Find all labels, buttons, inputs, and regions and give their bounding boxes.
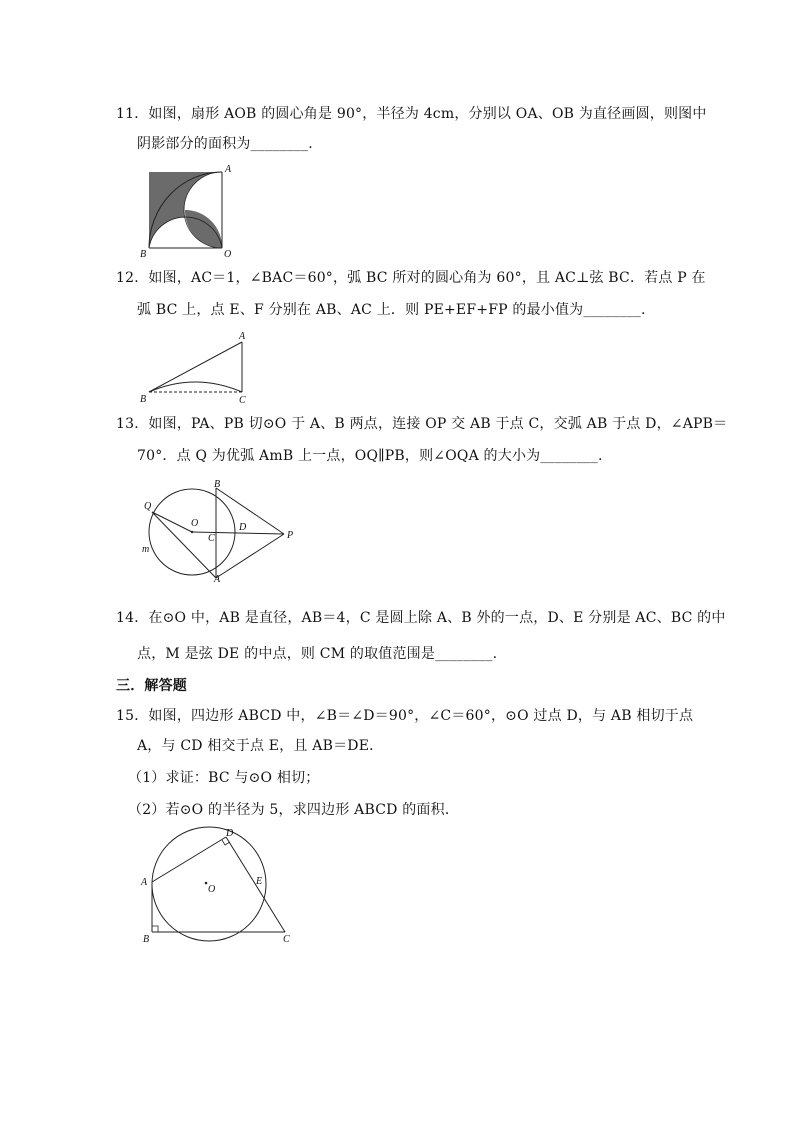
label-C: C	[208, 533, 215, 544]
label-m: m	[142, 544, 150, 555]
label-B: B	[143, 934, 150, 945]
label-Q: Q	[144, 501, 152, 512]
q15-text-line1: 15．如图，四边形 ABCD 中，∠B＝∠D＝90°，∠C＝60°，⊙O 过点 D，与 AB 相切于点	[116, 708, 694, 724]
q11-text-line2: 阴影部分的面积为________.	[137, 136, 313, 152]
section-heading: 三．解答题	[116, 678, 187, 694]
label-D: D	[226, 828, 234, 839]
q11-sector-figure	[130, 160, 240, 260]
label-O: O	[224, 249, 232, 260]
label-C: C	[283, 934, 290, 945]
label-D: D	[239, 522, 247, 533]
q12-text-line2: 弧 BC 上，点 E、F 分别在 AB、AC 上．则 PE+EF+FP 的最小值为________.	[137, 302, 646, 318]
q13-circle-figure	[138, 478, 303, 586]
q15-text-line2: A，与 CD 相交于点 E，且 AB＝DE．	[137, 738, 384, 754]
q15-part1: （1）求证：BC 与⊙O 相切；	[128, 770, 320, 786]
label-A: A	[141, 877, 148, 888]
label-C: C	[239, 395, 246, 406]
label-B: B	[140, 394, 147, 405]
q13-text-line2: 70°．点 Q 为优弧 AmB 上一点，OQ∥PB，则∠OQA 的大小为________.	[137, 448, 603, 464]
label-O: O	[208, 884, 216, 895]
label-A: A	[239, 331, 246, 342]
q14-text-line2: 点，M 是弦 DE 的中点，则 CM 的取值范围是________.	[137, 646, 498, 662]
q14-text-line1: 14．在⊙O 中，AB 是直径，AB＝4，C 是圆上除 A、B 外的一点，D、E 分别是 AC、BC 的中	[116, 610, 726, 626]
label-O: O	[191, 518, 199, 529]
q12-triangle-figure	[135, 328, 255, 406]
label-E: E	[256, 876, 263, 887]
q12-text-line1: 12．如图，AC＝1，∠BAC＝60°，弧 BC 所对的圆心角为 60°，且 AC⊥弦 BC．若点 P 在	[116, 270, 706, 286]
label-B: B	[140, 249, 147, 260]
label-A: A	[214, 574, 221, 585]
label-A: A	[225, 164, 232, 175]
q15-part2: （2）若⊙O 的半径为 5，求四边形 ABCD 的面积．	[128, 802, 460, 818]
label-P: P	[287, 530, 294, 541]
label-B: B	[214, 479, 221, 490]
q15-quadrilateral-figure	[135, 826, 300, 948]
q11-text-line1: 11．如图，扇形 AOB 的圆心角是 90°，半径为 4cm，分别以 OA、OB 为直径画圆，则图中	[116, 106, 707, 122]
q13-text-line1: 13．如图，PA、PB 切⊙O 于 A、B 两点，连接 OP 交 AB 于点 C，交弧 AB 于点 D，∠APB＝	[116, 416, 728, 432]
